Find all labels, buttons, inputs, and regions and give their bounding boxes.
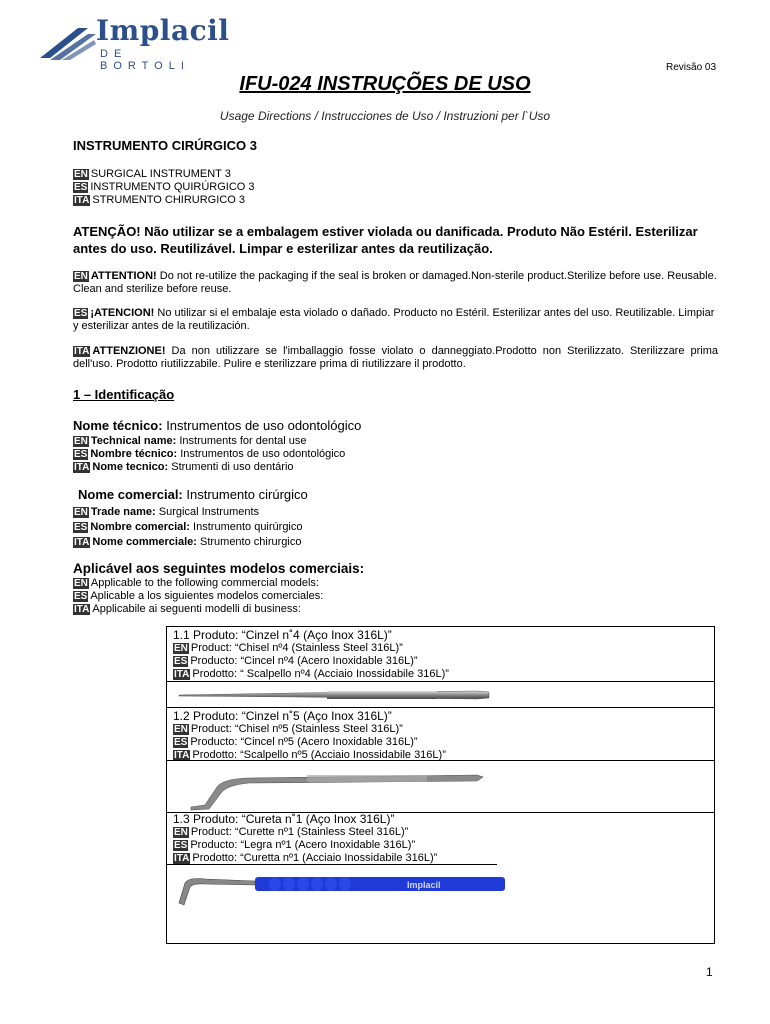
list-item-text: Applicabile ai seguenti modelli di business: — [92, 603, 301, 615]
list-item — [73, 435, 345, 448]
page-number: 1 — [706, 965, 713, 979]
warning-ita-bold: ATTENZIONE! — [92, 345, 166, 357]
models-heading: Aplicável aos seguintes modelos comerciais: — [73, 561, 365, 576]
list-item-text: Instrumentos de uso odontológico — [177, 448, 346, 460]
trade-name-translations — [73, 505, 303, 550]
list-item-text: Prodotto: “Scalpello nº5 (Acciaio Inossidabile 316L)” — [192, 749, 446, 761]
list-item — [73, 461, 345, 474]
lang-tag: EN — [74, 436, 88, 447]
list-item-text: Product: “Curette nº1 (Stainless Steel 316L)” — [190, 826, 409, 838]
warning-en-bold: ATTENTION! — [90, 270, 157, 282]
list-item — [73, 168, 255, 181]
list-item-text: Producto: “Cincel nº5 (Acero Inoxidable 316L)” — [190, 736, 418, 748]
product-title: 1.3 Produto: “Cureta n˚1 (Aço Inox 316L)” — [173, 812, 395, 826]
logo-stripes-icon — [38, 22, 96, 62]
product-title: 1.1 Produto: “Cinzel n˚4 (Aço Inox 316L)” — [173, 628, 392, 642]
list-item-text: Producto: “Cincel nº4 (Acero Inoxidable 316L)” — [190, 655, 418, 667]
list-item-label: Nombre técnico: — [90, 448, 178, 460]
lang-tag: ES — [74, 449, 88, 460]
product-block — [173, 709, 446, 762]
lang-tag: ITA — [174, 669, 190, 680]
lang-tag: ITA — [74, 195, 90, 206]
lang-tag: ES — [174, 737, 188, 748]
warning-en — [73, 270, 718, 296]
lang-tag: EN — [174, 724, 188, 735]
trade-name — [78, 487, 308, 502]
technical-name-label: Nome técnico: — [73, 418, 163, 433]
lang-tag: EN — [74, 507, 88, 518]
company-logo — [38, 14, 230, 72]
list-item-text: Strumenti di uso dentário — [168, 461, 294, 473]
lang-tag: ES — [174, 656, 188, 667]
list-item — [173, 736, 446, 749]
list-item-text: INSTRUMENTO QUIRÚRGICO 3 — [90, 181, 255, 193]
list-item — [73, 603, 323, 616]
curette-handle-text: Implacil — [407, 880, 441, 890]
products-table — [166, 626, 715, 944]
lang-tag: ES — [174, 840, 188, 851]
list-item-text: Prodotto: “Curetta nº1 (Acciaio Inossidabile 316L)” — [192, 852, 438, 864]
list-item — [73, 181, 255, 194]
product-block — [173, 812, 437, 865]
product-block — [173, 628, 449, 681]
list-item — [73, 520, 303, 535]
list-item-text: Product: “Chisel nº5 (Stainless Steel 316L)” — [190, 723, 403, 735]
list-item-text: SURGICAL INSTRUMENT 3 — [90, 168, 231, 180]
list-item-label: Technical name: — [90, 435, 177, 447]
list-item — [173, 668, 449, 681]
list-item-text: Producto: “Legra nº1 (Acero Inoxidable 316L)” — [190, 839, 416, 851]
lang-tag: EN — [174, 643, 188, 654]
warning-ita — [73, 345, 718, 371]
instrument-heading: INSTRUMENTO CIRÚRGICO 3 — [73, 138, 257, 153]
lang-tag: EN — [74, 169, 88, 180]
list-item-label: Trade name: — [90, 506, 156, 518]
logo-subtitle: DE BORTOLI — [100, 48, 190, 72]
list-item-text: Strumento chirurgico — [196, 536, 302, 548]
lang-tag: EN — [74, 271, 88, 282]
page-title: IFU-024 INSTRUÇÕES DE USO — [239, 73, 531, 95]
models-translations — [73, 577, 323, 616]
list-item-text: Applicable to the following commercial models: — [90, 577, 319, 589]
warning-es-bold: ¡ATENCION! — [90, 307, 155, 319]
revision-label: Revisão 03 — [666, 62, 717, 73]
lang-tag: ES — [74, 182, 88, 193]
list-item — [73, 577, 323, 590]
table-divider — [167, 681, 714, 682]
list-item — [73, 535, 303, 550]
page-subtitle: Usage Directions / Instrucciones de Uso / Instruzioni per l`Uso — [219, 109, 551, 123]
list-item-text: STRUMENTO CHIRURGICO 3 — [92, 194, 245, 206]
lang-tag: ITA — [74, 604, 90, 615]
table-divider — [167, 707, 714, 708]
lang-tag: ES — [74, 522, 88, 533]
list-item-text: Instrumento quirúrgico — [190, 521, 303, 533]
trade-name-value: Instrumento cirúrgico — [182, 487, 308, 502]
table-divider — [167, 760, 714, 761]
warning-main: ATENÇÃO! Não utilizar se a embalagem estiver violada ou danificada. Produto Não Estéril. Esterilizar antes do uso. Reutilizável. Limpar e esterilizar antes da reutilização. — [73, 224, 698, 256]
lang-tag: ITA — [74, 346, 90, 357]
list-item-text: Surgical Instruments — [155, 506, 260, 518]
list-item — [73, 448, 345, 461]
instrument-translations — [73, 168, 255, 207]
trade-name-label: Nome comercial: — [78, 487, 183, 502]
logo-name: Implacil — [96, 14, 230, 47]
list-item-label: Nome tecnico: — [92, 461, 169, 473]
list-item — [173, 826, 437, 839]
warning-en-text: Do not re-utilize the packaging if the seal is broken or damaged.Non-sterile product.Sterilize before use. Reusable. Clean and sterilize before reuse. — [73, 270, 717, 295]
chisel-5-image — [187, 765, 487, 811]
lang-tag: ITA — [174, 853, 190, 864]
lang-tag: ITA — [74, 537, 90, 548]
lang-tag: ES — [74, 308, 88, 319]
list-item — [73, 505, 303, 520]
warning-es-text: No utilizar si el embalaje esta violado o dañado. Producto no Estéril. Esterilizar antes del uso. Reutilizable. Limpiar y esterilizar antes de la reutilización. — [73, 307, 715, 332]
lang-tag: EN — [174, 827, 188, 838]
list-item — [73, 590, 323, 603]
lang-tag: ES — [74, 591, 88, 602]
lang-tag: ITA — [174, 750, 190, 761]
list-item-text: Product: “Chisel nº4 (Stainless Steel 316L)” — [190, 642, 403, 654]
list-item — [173, 642, 449, 655]
list-item-text: Instruments for dental use — [176, 435, 307, 447]
warning-es — [73, 307, 718, 333]
technical-name — [73, 418, 361, 433]
list-item-label: Nombre comercial: — [90, 521, 190, 533]
curette-1-image — [175, 871, 515, 911]
list-item — [173, 723, 446, 736]
list-item — [73, 194, 255, 207]
technical-name-value: Instrumentos de uso odontológico — [162, 418, 362, 433]
warning-ita-text: Da non utilizzare se l'imballaggio fosse violato o danneggiato.Prodotto non Sterilizzato. Sterilizzare prima dell'uso. Prodotto riutilizzabile. Pulire e sterilizzare prima di riutilizzare il prodotto. — [73, 345, 718, 370]
list-item-label: Nome commerciale: — [92, 536, 197, 548]
lang-tag: ITA — [74, 462, 90, 473]
lang-tag: EN — [74, 578, 88, 589]
table-divider — [167, 864, 497, 865]
section-heading: 1 – Identificação — [73, 387, 175, 402]
list-item-text: Prodotto: “ Scalpello nº4 (Acciaio Inossidabile 316L)” — [192, 668, 449, 680]
chisel-4-image — [177, 683, 497, 707]
technical-name-translations — [73, 435, 345, 474]
list-item — [173, 839, 437, 852]
list-item-text: Aplicable a los siguientes modelos comerciales: — [90, 590, 324, 602]
product-title: 1.2 Produto: “Cinzel n˚5 (Aço Inox 316L)” — [173, 709, 392, 723]
list-item — [173, 655, 449, 668]
